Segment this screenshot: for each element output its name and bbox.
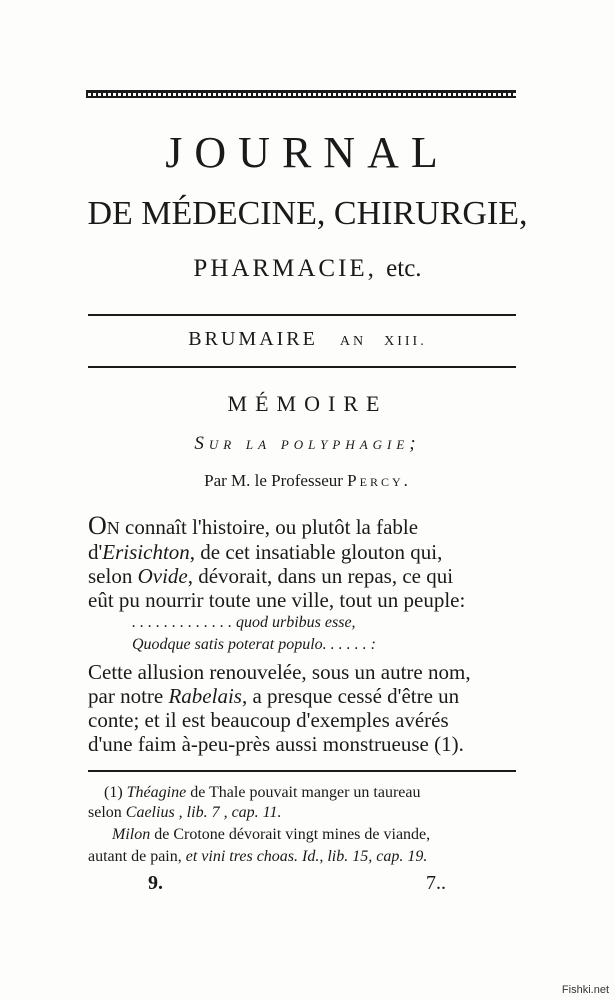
body-line-2: d'Erisichton, de cet insatiable glouton qui, (88, 540, 443, 564)
journal-subtitle: DE MÉDECINE, CHIRURGIE, (87, 195, 528, 232)
footnote-1-line-2: selon Caelius , lib. 7 , cap. 11. (88, 804, 282, 821)
watermark: Fishki.net (561, 984, 609, 996)
issue-year: XIII. (384, 334, 427, 349)
body-line-5: Cette allusion renouvelée, sous un autre nom, (88, 660, 471, 684)
issue-an: AN (339, 334, 367, 349)
body-line-4: eût pu nourrir toute une ville, tout un peuple: (88, 588, 466, 612)
issue-month: BRUMAIRE (188, 328, 318, 350)
latin-quote-2: Quodque satis poterat populo. . . . . . : (132, 636, 376, 653)
article-author: Par M. le Professeur Percy. (204, 471, 411, 490)
body-line-3: selon Ovide, dévorait, dans un repas, ce qui (88, 564, 454, 588)
body-line-1: On connaît l'histoire, ou plutôt la fable (88, 511, 419, 540)
body-line-6: par notre Rabelais, a presque cessé d'être un (88, 684, 460, 708)
latin-quote-1: . . . . . . . . . . . . . quod urbibus esse, (132, 614, 356, 631)
issue-top-rule (88, 314, 516, 316)
top-ornamental-rule (86, 90, 516, 98)
signature-right: 7.. (426, 872, 446, 894)
footnote-rule (88, 770, 516, 772)
footnote-2-line-1: Milon de Crotone dévorait vingt mines de viande, (112, 826, 431, 843)
article-title: MÉMOIRE (227, 391, 388, 416)
footnote-2-line-2: autant de pain, et vini tres choas. Id., lib. 15, cap. 19. (88, 848, 428, 865)
footnote-1-line-1: (1) Théagine de Thale pouvait manger un taureau (104, 784, 421, 801)
body-line-8: d'une faim à-peu-près aussi monstrueuse (1). (88, 732, 464, 756)
journal-title: JOURNAL (165, 128, 450, 177)
journal-subtitle-2: PHARMACIE, etc. (193, 255, 422, 282)
body-line-7: conte; et il est beaucoup d'exemples avérés (88, 708, 449, 732)
issue-bottom-rule (88, 366, 516, 368)
signature-left: 9. (148, 872, 163, 894)
article-subtitle: Sur la polyphagie; (194, 433, 421, 454)
issue-line (0, 326, 615, 355)
